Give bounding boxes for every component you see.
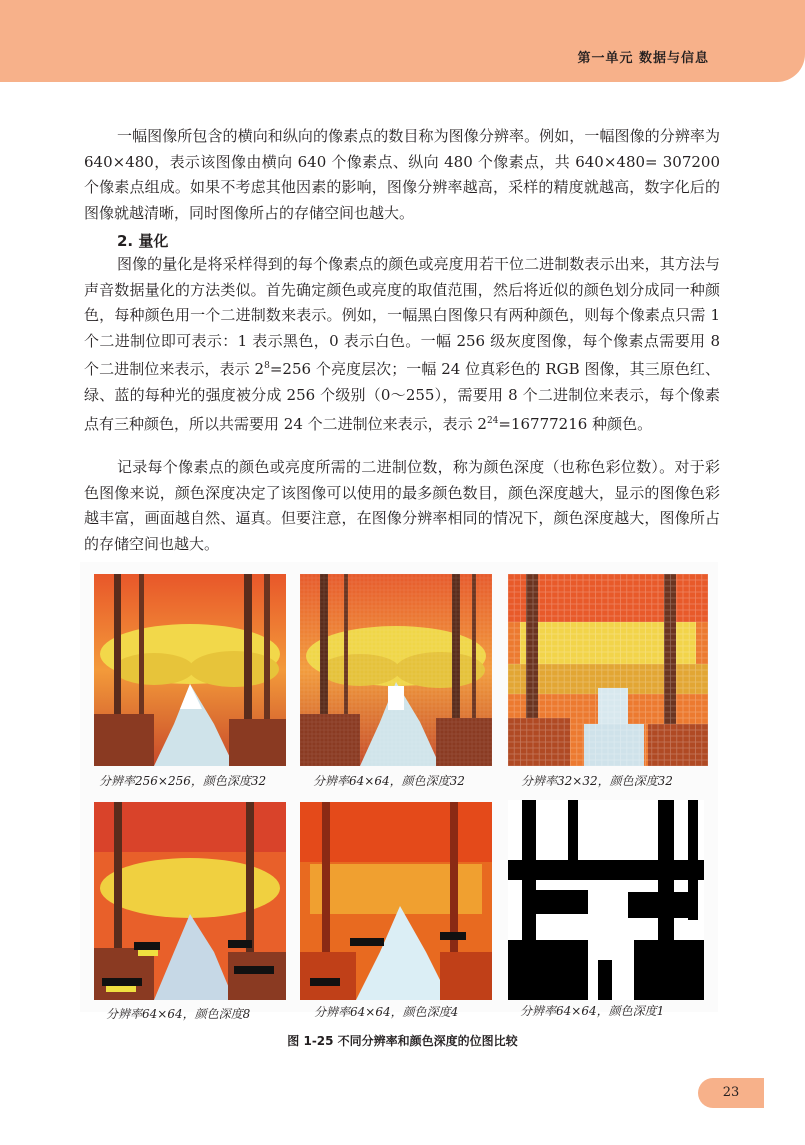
figure-caption: 图 1-25 不同分辨率和颜色深度的位图比较	[287, 1034, 518, 1048]
image-caption: 分辨率64×64，颜色深度1	[520, 1004, 665, 1018]
image-caption: 分辨率64×64，颜色深度4	[314, 1005, 459, 1019]
superscript: 24	[486, 415, 499, 426]
section-heading-quantization: 2. 量化	[117, 232, 169, 250]
forest-image-64-4	[300, 802, 492, 1000]
forest-image-64-8	[94, 802, 286, 1000]
paragraph-resolution: 一幅图像所包含的横向和纵向的像素点的数目称为图像分辨率。例如，一幅图像的分辨率为 640×480，表示该图像由横向 640 个像素点、纵向 480 个像素点，共 640×480= 307200 个像素点组成。如果不考虑其他因素的影响，图像分辨率越高，采样的精度就越高，数字化后的图像就越清晰，同时图像所占的存储空间也越大。	[84, 127, 720, 222]
forest-image-64-1	[508, 800, 704, 1000]
image-caption: 分辨率32×32，颜色深度32	[521, 774, 673, 788]
page-number-tab	[698, 1078, 764, 1108]
text-run: =16777216 种颜色。	[498, 414, 653, 433]
text-run: =256 个亮度层次；一幅 24 位真彩色的 RGB 图像，其三原色红、绿、蓝的每种光的强度被分成 256 个级别（0～255），需要用 8 个二进制位来表示，每个像素点有三种颜色，所以共需要用 24 个二进制位来表示，表示 2	[84, 360, 720, 433]
forest-image-32-32	[508, 574, 708, 766]
image-caption: 分辨率64×64，颜色深度8	[106, 1007, 251, 1021]
forest-image-64-32	[300, 574, 492, 766]
paragraph-color-depth: 记录每个像素点的颜色或亮度所需的二进制位数，称为颜色深度（也称色彩位数）。对于彩色图像来说，颜色深度决定了该图像可以使用的最多颜色数目，颜色深度越大，显示的图像色彩越丰富，画面越自然、逼真。但要注意，在图像分辨率相同的情况下，颜色深度越大，图像所占的存储空间也越大。	[84, 458, 720, 553]
superscript: 8	[264, 361, 270, 372]
image-caption: 分辨率64×64，颜色深度32	[313, 774, 465, 788]
paragraph-quantization	[84, 252, 720, 437]
page-number: 23	[722, 1085, 740, 1100]
text-run: 图像的量化是将采样得到的每个像素点的颜色或亮度用若干位二进制数表示出来，其方法与声音数据量化的方法类似。首先确定颜色或亮度的取值范围，然后将近似的颜色划分成同一种颜色，每种颜色用一个二进制数来表示。例如，一幅黑白图像只有两种颜色，则每个像素点只需 1 个二进制位即可表示：1 表示黑色，0 表示白色。一幅 256 级灰度图像，每个像素点需要用 8 个二进制位来表示，表示 2	[84, 255, 720, 379]
forest-image-256-32	[94, 574, 286, 766]
header-band	[0, 0, 805, 82]
image-caption: 分辨率256×256，颜色深度32	[99, 774, 267, 788]
chapter-title: 第一单元 数据与信息	[577, 51, 709, 66]
